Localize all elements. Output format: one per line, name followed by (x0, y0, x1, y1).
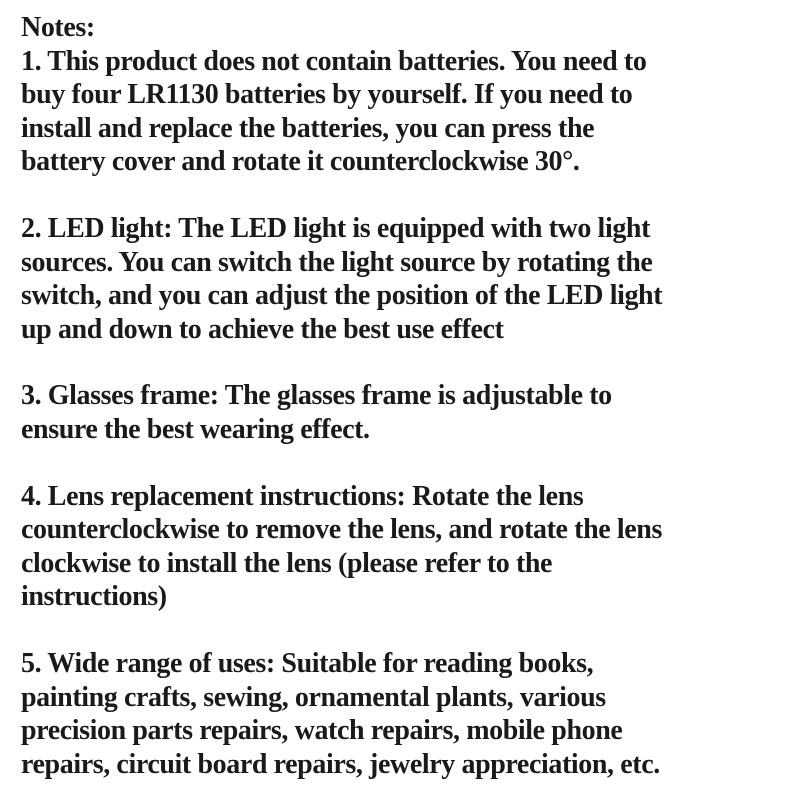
note-paragraph-wide-range-uses (21, 647, 782, 781)
note-line: repairs, circuit board repairs, jewelry appreciation, etc. (21, 748, 660, 780)
note-line: 5. Wide range of uses: Suitable for reading books, (21, 647, 594, 679)
note-paragraph-lens-replacement (21, 480, 782, 614)
note-line: ensure the best wearing effect. (21, 413, 370, 445)
note-line: install and replace the batteries, you can press the (21, 112, 595, 144)
note-line: precision parts repairs, watch repairs, mobile phone (21, 715, 623, 747)
note-line: 2. LED light: The LED light is equipped with two light (21, 212, 651, 244)
note-paragraph-led-light (21, 212, 782, 346)
note-paragraph-batteries (21, 45, 782, 179)
note-paragraph-glasses-frame (21, 379, 782, 446)
note-line: painting crafts, sewing, ornamental plants, various (21, 681, 606, 713)
note-line: battery cover and rotate it counterclockwise 30°. (21, 146, 580, 178)
note-line: up and down to achieve the best use effect (21, 313, 504, 345)
note-line: 1. This product does not contain batteries. You need to (21, 45, 647, 77)
note-line: instructions) (21, 581, 167, 613)
note-line: 4. Lens replacement instructions: Rotate the lens (21, 480, 584, 512)
note-line: sources. You can switch the light source by rotating the (21, 246, 653, 278)
note-line: counterclockwise to remove the lens, and rotate the lens (21, 514, 662, 546)
note-line: buy four LR1130 batteries by yourself. If you need to (21, 79, 633, 111)
notes-heading: Notes: (21, 12, 95, 43)
note-line: switch, and you can adjust the position of the LED light (21, 280, 663, 312)
note-line: 3. Glasses frame: The glasses frame is adjustable to (21, 380, 612, 412)
note-line: clockwise to install the lens (please refer to the (21, 547, 553, 579)
